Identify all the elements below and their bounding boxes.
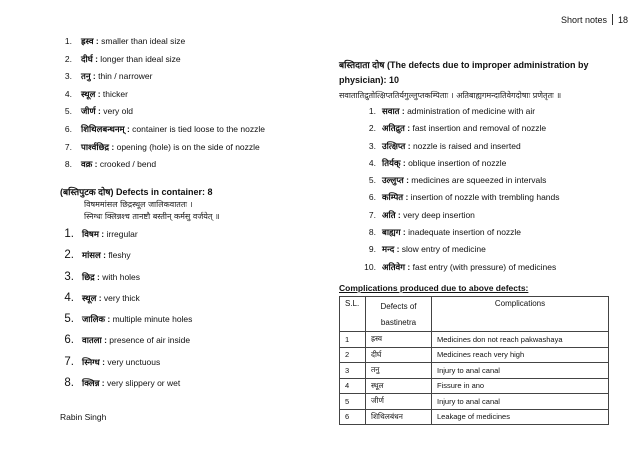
- list-item-number: 9.: [368, 244, 376, 255]
- list-item-description: very old: [100, 106, 133, 117]
- list-item-number: 4.: [64, 291, 74, 304]
- list-item-description: slow entry of medicine: [399, 244, 486, 255]
- list-item-number: 4.: [368, 157, 376, 168]
- list-item-description: oblique insertion of nozzle: [405, 157, 507, 168]
- list-item-description: fast insertion and removal of nozzle: [410, 123, 547, 134]
- container-defects-heading: (बस्तिपुटक दोष) Defects in container: 8: [60, 187, 213, 197]
- list-item-description: very slippery or wet: [104, 378, 181, 389]
- list-item-number: 6.: [368, 192, 376, 203]
- list-item: [60, 159, 265, 177]
- list-item-description: very deep insertion: [400, 209, 475, 220]
- list-item-term: क्लिन्न :: [82, 378, 105, 389]
- list-item-term: कम्पित :: [382, 192, 409, 203]
- list-item-description: presence of air inside: [106, 335, 191, 346]
- list-item-description: with holes: [99, 271, 141, 282]
- list-item: [358, 210, 560, 227]
- list-item: [60, 89, 265, 107]
- header-sl: S.L.: [340, 297, 366, 332]
- list-item-term: अतिवेग :: [382, 261, 411, 272]
- list-item-number: 7.: [368, 209, 376, 220]
- list-item-number: 2.: [64, 53, 72, 64]
- list-item: [358, 158, 560, 175]
- list-item-number: 1.: [64, 228, 74, 240]
- list-item: [62, 313, 192, 334]
- list-item-term: उल्लुप्त :: [382, 175, 409, 186]
- list-item-description: fleshy: [106, 250, 131, 261]
- complications-table: [339, 296, 609, 425]
- list-item-number: 5.: [64, 106, 72, 117]
- list-item-number: 3.: [64, 270, 74, 283]
- list-item: [60, 71, 265, 89]
- row-sl: 6: [340, 409, 366, 425]
- list-item-number: 8.: [64, 159, 72, 170]
- list-item: [62, 271, 192, 292]
- row-sl: 3: [340, 363, 366, 379]
- list-item-term: बाह्यग :: [382, 227, 406, 238]
- list-item: [60, 36, 265, 54]
- list-item-description: thicker: [100, 88, 128, 99]
- list-item-term: वातला :: [82, 335, 107, 346]
- list-item-number: 4.: [64, 88, 72, 99]
- container-verse-line-1: विषममांसल छिद्रस्थूल जालिकवाततः ।: [84, 200, 193, 209]
- row-defect: दीर्घ: [366, 347, 432, 363]
- row-sl: 4: [340, 378, 366, 394]
- list-item-term: विषम :: [82, 229, 105, 239]
- row-complication: Medicines don not reach pakwashaya: [432, 332, 609, 348]
- list-item-term: दीर्घ :: [81, 53, 98, 64]
- list-item-description: irregular: [104, 229, 138, 239]
- list-item: [62, 228, 192, 249]
- list-item: [62, 334, 192, 355]
- list-item-term: पार्श्वछिद्र :: [81, 141, 115, 152]
- administration-heading-line-1: बस्तिदाता दोष (The defects due to improper administration by: [339, 60, 589, 70]
- list-item-description: opening (hole) is on the side of nozzle: [114, 141, 260, 152]
- list-item-number: 10.: [364, 261, 376, 272]
- list-item: [60, 124, 265, 142]
- administration-verse: सवातातिद्रुतोत्क्षिप्ततिर्यगुल्लुप्तकम्पिताः । अतिबाह्यगमन्दातिवेगदोषाः प्रणेतृतः ॥: [339, 91, 562, 100]
- list-item: [358, 192, 560, 209]
- list-item-description: very thick: [101, 292, 140, 303]
- list-item-description: administration of medicine with air: [404, 106, 536, 116]
- list-item-term: तिर्यक् :: [382, 157, 406, 168]
- administration-defects-list: [358, 106, 560, 279]
- list-item-term: स्थूल :: [81, 88, 101, 99]
- list-item-term: जीर्ण :: [81, 106, 101, 117]
- complications-table-body: [340, 332, 609, 425]
- list-item-description: container is tied loose to the nozzle: [129, 123, 265, 134]
- table-header-row: [340, 297, 609, 332]
- list-item-term: स्निग्ध :: [82, 356, 105, 367]
- row-complication: Injury to anal canal: [432, 394, 609, 410]
- administration-heading-line-2: physician): 10: [339, 75, 400, 85]
- page-number: 18: [617, 14, 628, 25]
- list-item-number: 7.: [64, 141, 72, 152]
- list-item-term: उत्क्षिप्त :: [382, 140, 411, 151]
- list-item-description: longer than ideal size: [97, 53, 181, 64]
- row-sl: 5: [340, 394, 366, 410]
- list-item-number: 6.: [64, 123, 72, 134]
- list-item-description: smaller than ideal size: [98, 36, 186, 46]
- row-complication: Injury to anal canal: [432, 363, 609, 379]
- list-item-description: nozzle is raised and inserted: [410, 140, 521, 151]
- list-item: [62, 356, 192, 377]
- header-title: Short notes: [560, 14, 607, 25]
- row-defect: तनु: [366, 363, 432, 379]
- row-sl: 2: [340, 347, 366, 363]
- row-defect: शिथिलबंधन: [366, 409, 432, 425]
- list-item-term: मांसल :: [82, 250, 106, 261]
- list-item: [358, 141, 560, 158]
- list-item-number: 7.: [64, 355, 74, 368]
- list-item: [358, 175, 560, 192]
- list-item-term: अतिद्रुत :: [382, 123, 411, 134]
- header-defects-line-1: Defects of: [380, 302, 417, 311]
- row-complication: Medicines reach very high: [432, 347, 609, 363]
- table-row: [340, 332, 609, 348]
- list-item-term: मन्द :: [382, 244, 400, 255]
- list-item: [62, 377, 192, 398]
- list-item-number: 8.: [368, 227, 376, 238]
- list-item: [62, 292, 192, 313]
- table-row: [340, 394, 609, 410]
- list-item-number: 5.: [64, 313, 74, 326]
- list-item-description: insertion of nozzle with trembling hands: [408, 192, 560, 203]
- header-defects-line-2: bastinetra: [380, 318, 417, 327]
- table-row: [340, 409, 609, 425]
- list-item: [358, 262, 560, 279]
- complications-caption: Complications produced due to above defects:: [339, 283, 529, 293]
- list-item-term: अति :: [382, 209, 401, 220]
- row-complication: Leakage of medicines: [432, 409, 609, 425]
- row-sl: 1: [340, 332, 366, 348]
- list-item-number: 1.: [368, 106, 376, 116]
- list-item-term: शिथिलबन्धनम् :: [81, 123, 130, 134]
- nozzle-defects-list: [60, 36, 265, 177]
- table-row: [340, 347, 609, 363]
- list-item: [62, 249, 192, 270]
- list-item-description: fast entry (with pressure) of medicines: [410, 261, 557, 272]
- list-item: [60, 106, 265, 124]
- list-item-description: thin / narrower: [95, 71, 153, 82]
- header-divider: [612, 14, 613, 25]
- row-complication: Fissure in ano: [432, 378, 609, 394]
- list-item-number: 2.: [64, 249, 74, 262]
- list-item-description: medicines are squeezed in intervals: [408, 175, 547, 186]
- list-item-number: 2.: [368, 123, 376, 134]
- row-defect: जीर्ण: [366, 394, 432, 410]
- author-name: Rabin Singh: [60, 412, 107, 422]
- row-defect: ह्रस्व: [366, 332, 432, 348]
- list-item-number: 6.: [64, 334, 74, 347]
- list-item-number: 1.: [64, 36, 72, 46]
- list-item: [358, 244, 560, 261]
- list-item-term: तनु :: [81, 71, 96, 82]
- header-complications: Complications: [432, 297, 609, 332]
- list-item: [358, 227, 560, 244]
- container-verse-line-2: स्निग्धः क्लिन्नश्च तानष्टौ बस्तीन् कर्मसु वर्जयेत् ॥: [84, 212, 220, 221]
- row-defect: स्थूल: [366, 378, 432, 394]
- list-item-number: 5.: [368, 175, 376, 186]
- list-item-description: multiple minute holes: [110, 314, 193, 325]
- list-item-term: वक्र :: [81, 159, 98, 170]
- list-item-number: 3.: [64, 71, 72, 82]
- list-item-number: 3.: [368, 140, 376, 151]
- table-row: [340, 363, 609, 379]
- page-header: [561, 14, 628, 25]
- list-item: [358, 106, 560, 123]
- list-item-description: inadequate insertion of nozzle: [405, 227, 522, 238]
- list-item-term: सवात :: [382, 106, 405, 116]
- table-row: [340, 378, 609, 394]
- list-item: [358, 123, 560, 140]
- list-item-term: जालिक :: [82, 314, 111, 325]
- list-item-term: स्थूल :: [82, 292, 102, 303]
- list-item-number: 8.: [64, 377, 74, 390]
- list-item-description: very unctuous: [104, 356, 161, 367]
- list-item-term: ह्रस्व :: [81, 36, 99, 46]
- header-defects: [366, 297, 432, 332]
- list-item: [60, 54, 265, 72]
- container-defects-list: [62, 228, 192, 398]
- list-item: [60, 142, 265, 160]
- list-item-description: crooked / bend: [97, 159, 157, 170]
- list-item-term: छिद्र :: [82, 271, 100, 282]
